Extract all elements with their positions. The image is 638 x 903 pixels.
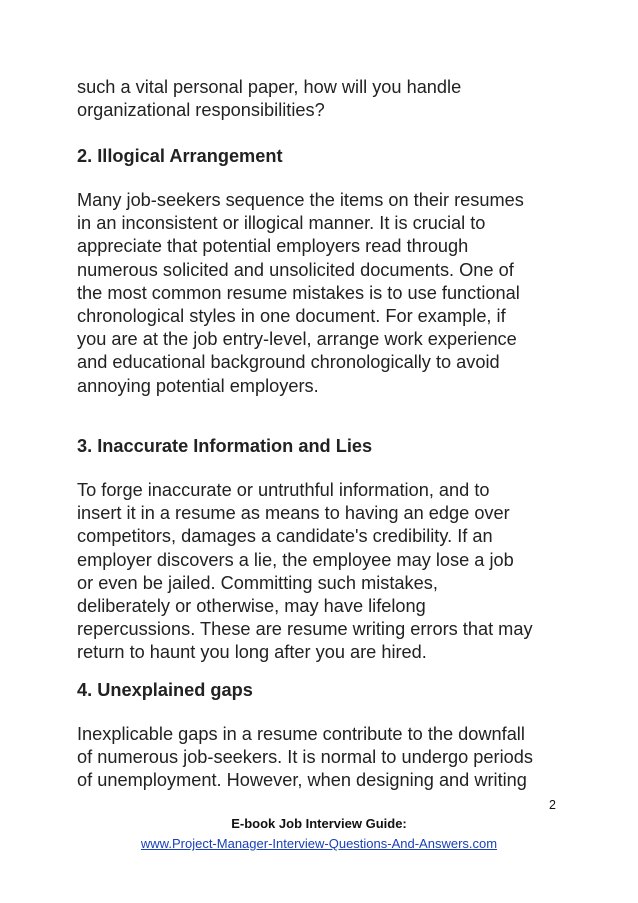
text-line: Inexplicable gaps in a resume contribute to the downfall bbox=[77, 724, 525, 744]
text-line: the most common resume mistakes is to use functional bbox=[77, 282, 520, 303]
footer-title: E-book Job Interview Guide: bbox=[231, 816, 407, 831]
text-line: competitors, damages a candidate's credibility. If an bbox=[77, 526, 493, 547]
text-line: such a vital personal paper, how will you handle bbox=[77, 77, 462, 97]
section-paragraph-unexplained-gaps bbox=[77, 723, 533, 793]
text-line: appreciate that potential employers read through bbox=[77, 236, 469, 257]
text-line: or even be jailed. Committing such mistakes, bbox=[77, 572, 438, 593]
text-line: annoying potential employers. bbox=[77, 375, 319, 396]
text-line: chronological styles in one document. For example, if bbox=[77, 306, 506, 327]
text-line: return to haunt you long after you are hired. bbox=[77, 642, 427, 663]
text-line: employer discovers a lie, the employee may lose a job bbox=[77, 549, 514, 570]
text-line: and educational background chronologically to avoid bbox=[77, 352, 500, 373]
intro-paragraph bbox=[77, 76, 461, 122]
text-line: Many job-seekers sequence the items on their resumes bbox=[77, 190, 524, 210]
text-line: of unemployment. However, when designing and writing bbox=[77, 770, 527, 791]
section-paragraph-illogical-arrangement bbox=[77, 189, 524, 398]
section-heading-unexplained-gaps: 4. Unexplained gaps bbox=[77, 680, 253, 700]
text-line: of numerous job-seekers. It is normal to undergo periods bbox=[77, 747, 533, 768]
text-line: organizational responsibilities? bbox=[77, 100, 325, 121]
text-line: insert it in a resume as means to having an edge over bbox=[77, 503, 510, 524]
text-line: deliberately or otherwise, may have lifelong bbox=[77, 596, 426, 617]
footer-website-link[interactable]: www.Project-Manager-Interview-Questions-And-Answers.com bbox=[140, 836, 498, 851]
text-line: in an inconsistent or illogical manner. It is crucial to bbox=[77, 213, 486, 234]
section-paragraph-inaccurate-information bbox=[77, 479, 533, 665]
section-heading-inaccurate-information: 3. Inaccurate Information and Lies bbox=[77, 436, 373, 456]
text-line: you are at the job entry-level, arrange work experience bbox=[77, 329, 517, 350]
text-line: numerous solicited and unsolicited documents. One of bbox=[77, 259, 514, 280]
section-heading-illogical-arrangement: 2. Illogical Arrangement bbox=[77, 146, 283, 166]
text-line: repercussions. These are resume writing errors that may bbox=[77, 619, 533, 640]
page-number: 2 bbox=[549, 798, 556, 812]
text-line: To forge inaccurate or untruthful information, and to bbox=[77, 480, 490, 500]
